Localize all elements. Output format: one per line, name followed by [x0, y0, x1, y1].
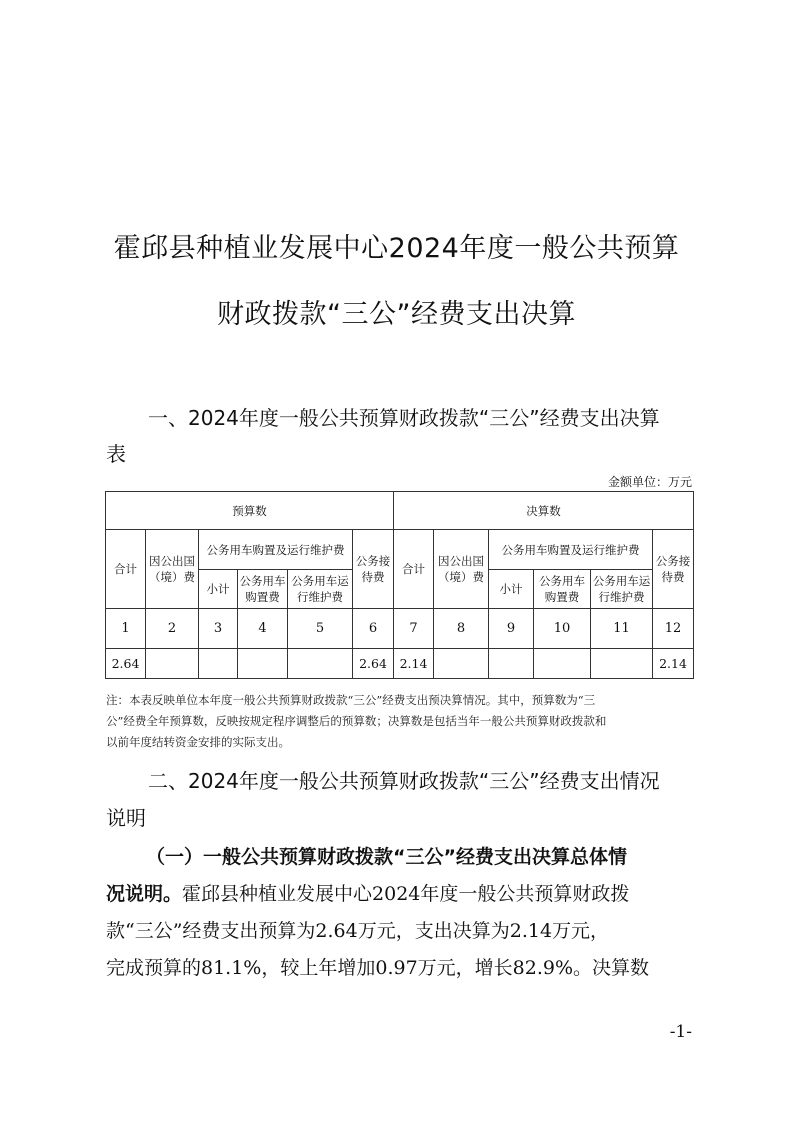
col-number: 6: [353, 609, 394, 649]
col-number: 3: [199, 609, 238, 649]
header-abroad: 因公出国（境）费: [146, 530, 199, 609]
header-total: 合计: [394, 530, 434, 609]
header-reception: 公务接待费: [653, 530, 694, 609]
table-note: [106, 690, 694, 753]
col-number: 8: [434, 609, 489, 649]
note-line: 注：本表反映单位本年度一般公共预算财政拨款“三公”经费支出预决算情况。其中，预算数为“三: [106, 693, 596, 707]
value-cell: [434, 649, 489, 679]
header-operation: 公务用车运行维护费: [288, 570, 353, 609]
page-number: -1-: [669, 1022, 692, 1042]
header-purchase: 公务用车购置费: [238, 570, 288, 609]
subsection1-line3: 款“三公”经费支出预算为2.64万元，支出决算为2.14万元，: [106, 920, 610, 942]
value-cell: [238, 649, 288, 679]
note-line: 公”经费全年预算数，反映按规定程序调整后的预算数；决算数是包括当年一般公共预算财政拨款和: [106, 714, 607, 728]
header-total: 合计: [106, 530, 146, 609]
col-number: 10: [534, 609, 591, 649]
section1-heading: 一、2024年度一般公共预算财政拨款“三公”经费支出决算: [148, 406, 660, 430]
header-subtotal: 小计: [489, 570, 534, 609]
col-number: 5: [288, 609, 353, 649]
value-cell: [288, 649, 353, 679]
value-cell: 2.64: [353, 649, 394, 679]
col-number: 9: [489, 609, 534, 649]
value-row: [106, 649, 694, 679]
value-cell: [199, 649, 238, 679]
subsection1-text: 霍邱县种植业发展中心2024年度一般公共预算财政拨: [182, 883, 630, 905]
header-subtotal: 小计: [199, 570, 238, 609]
value-cell: 2.64: [106, 649, 146, 679]
doc-title-line1: 霍邱县种植业发展中心2024年度一般公共预算: [113, 233, 680, 264]
note-line: 以前年度结转资金安排的实际支出。: [106, 735, 290, 749]
col-number: 7: [394, 609, 434, 649]
subsection1-line4: 完成预算的81.1%，较上年增加0.97万元，增长82.9%。决算数: [106, 957, 650, 979]
col-number: 2: [146, 609, 199, 649]
header-final: 决算数: [394, 492, 694, 530]
header-abroad: 因公出国（境）费: [434, 530, 489, 609]
value-cell: [534, 649, 591, 679]
col-number: 12: [653, 609, 694, 649]
col-number: 4: [238, 609, 288, 649]
unit-label: 金额单位：万元: [607, 475, 692, 489]
header-vehicle: 公务用车购置及运行维护费: [199, 530, 353, 570]
header-vehicle: 公务用车购置及运行维护费: [489, 530, 653, 570]
value-cell: 2.14: [394, 649, 434, 679]
subsection1-heading-end: 况说明。: [106, 883, 183, 905]
section2-heading-cont: 说明: [106, 806, 146, 830]
doc-title-line2: 财政拨款“三公”经费支出决算: [217, 299, 576, 330]
header-budget: 预算数: [106, 492, 394, 530]
column-number-row: [106, 609, 694, 649]
subsection1-heading: （一）一般公共预算财政拨款“三公”经费支出决算总体情: [146, 846, 627, 868]
value-cell: [489, 649, 534, 679]
subsection1-line2: [106, 876, 694, 913]
header-reception: 公务接待费: [353, 530, 394, 609]
value-cell: [591, 649, 653, 679]
value-cell: [146, 649, 199, 679]
header-operation: 公务用车运行维护费: [591, 570, 653, 609]
three-public-expense-table: [105, 491, 694, 679]
section2-heading: 二、2024年度一般公共预算财政拨款“三公”经费支出情况: [148, 769, 660, 793]
section1-heading-cont: 表: [106, 442, 126, 466]
value-cell: 2.14: [653, 649, 694, 679]
header-purchase: 公务用车购置费: [534, 570, 591, 609]
col-number: 1: [106, 609, 146, 649]
col-number: 11: [591, 609, 653, 649]
